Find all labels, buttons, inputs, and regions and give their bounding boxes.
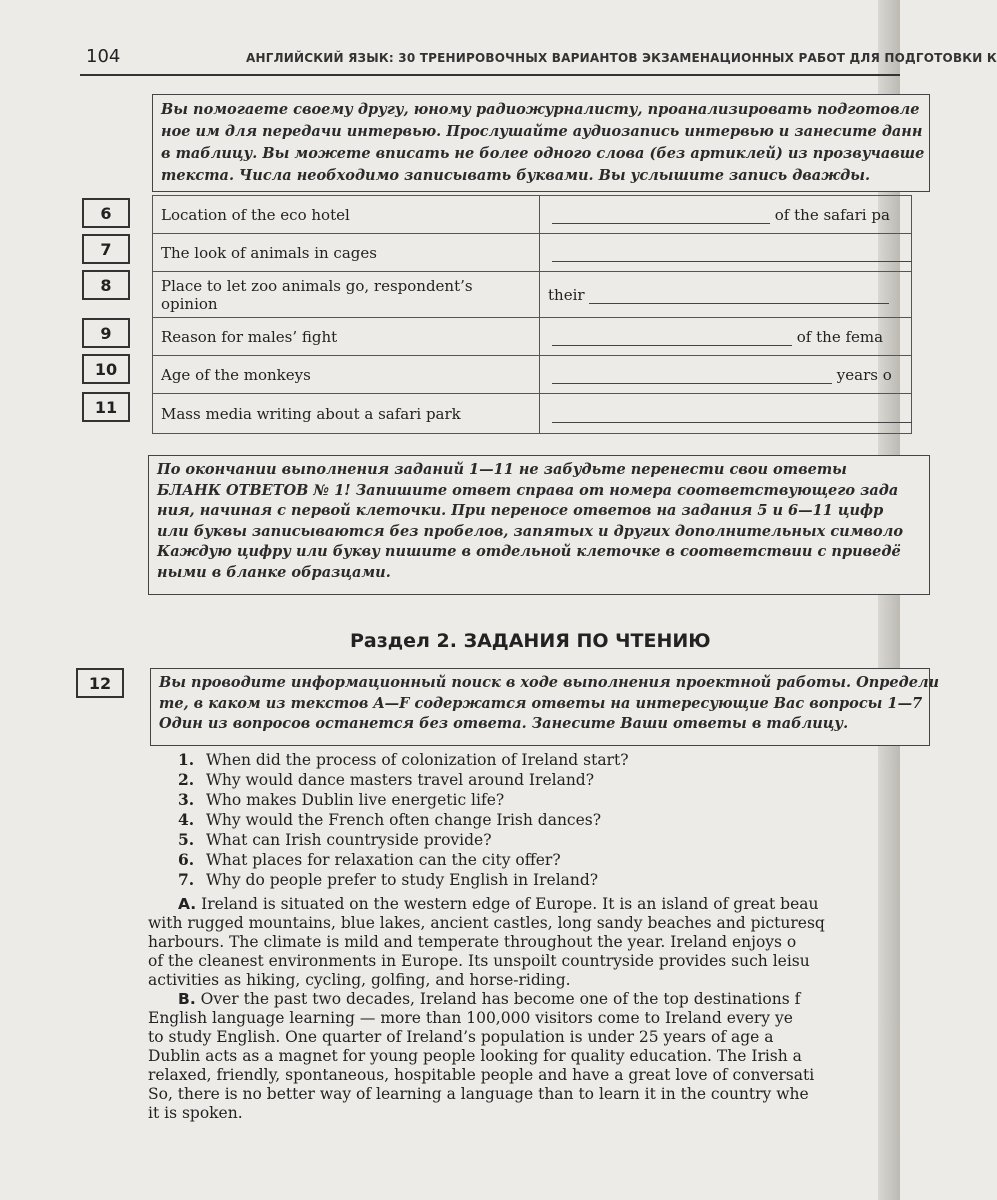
text-a-line: of the cleanest environments in Europe. Its unspoilt countryside provides such leisu	[148, 952, 810, 970]
table-question: Reason for males’ fight	[153, 318, 540, 356]
question-line: opinion	[161, 294, 218, 313]
instruction-line: Вы проводите информационный поиск в ходе выполнения проектной работы. Определи	[159, 674, 940, 691]
question-number: 1.	[178, 750, 195, 769]
answer-blank[interactable]	[552, 247, 912, 262]
list-item	[178, 810, 629, 830]
text-a-line: harbours. The climate is mild and temperate throughout the year. Ireland enjoys o	[148, 933, 797, 951]
list-item	[178, 870, 629, 890]
task-number-12: 12	[76, 668, 124, 698]
task-number-7: 7	[82, 234, 130, 264]
text-a-line: with rugged mountains, blue lakes, ancient castles, long sandy beaches and picturesq	[148, 914, 825, 932]
instruction-line: текста. Числа необходимо записывать буквами. Вы услышите запись дважды.	[161, 167, 871, 184]
question-text: Why do people prefer to study English in Ireland?	[205, 871, 599, 889]
table-question: Mass media writing about a safari park	[153, 394, 540, 434]
task-number-11: 11	[82, 392, 130, 422]
answer-table	[152, 195, 912, 434]
question-line: Place to let zoo animals go, respondent’s	[161, 276, 473, 295]
text-b-line: So, there is no better way of learning a language than to learn it in the country whe	[148, 1085, 809, 1103]
question-text: When did the process of colonization of Ireland start?	[205, 751, 629, 769]
table-question: The look of animals in cages	[153, 234, 540, 272]
instruction-line: или буквы записываются без пробелов, запятых и других дополнительных символо	[157, 522, 903, 540]
task12-instruction	[150, 668, 940, 746]
instruction-line: ное им для передачи интервью. Прослушайте аудиозапись интервью и занесите данн	[161, 123, 923, 140]
listening-instruction	[152, 94, 930, 192]
page-number: 104	[86, 46, 121, 67]
instruction-line: По окончании выполнения заданий 1—11 не забудьте перенести свои ответы	[157, 461, 847, 478]
answer-blank[interactable]	[589, 289, 889, 304]
question-text: What can Irish countryside provide?	[205, 831, 492, 849]
table-question: Age of the monkeys	[153, 356, 540, 394]
answer-blank[interactable]	[552, 369, 832, 384]
question-text: Who makes Dublin live energetic life?	[205, 791, 505, 809]
list-item	[178, 850, 629, 870]
table-question: Location of the eco hotel	[153, 196, 540, 234]
table-row	[153, 234, 912, 272]
answer-blank[interactable]	[552, 209, 770, 224]
question-list	[178, 750, 629, 890]
text-b-line: relaxed, friendly, spontaneous, hospitable people and have a great love of conversati	[148, 1066, 815, 1084]
instruction-line: Один из вопросов останется без ответа. Занесите Ваши ответы в таблицу.	[159, 715, 849, 732]
answer-blank[interactable]	[552, 331, 792, 346]
question-number: 2.	[178, 770, 195, 789]
text-b-line: it is spoken.	[148, 1104, 243, 1122]
instruction-line: в таблицу. Вы можете вписать не более одного слова (без артиклей) из прозвучавше	[161, 145, 925, 162]
question-text: Why would dance masters travel around Ireland?	[205, 771, 595, 789]
instruction-line: те, в каком из текстов A—F содержатся ответы на интересующие Вас вопросы 1—7	[159, 694, 923, 712]
answer-cell[interactable]	[540, 318, 912, 356]
text-b-label: B.	[178, 990, 196, 1008]
question-number: 4.	[178, 810, 195, 829]
instruction-line: ния, начиная с первой клеточки. При переносе ответов на задания 5 и 6—11 цифр	[157, 502, 884, 519]
instruction-line: Каждую цифру или букву пишите в отдельной клеточке в соответствии с приведё	[157, 543, 901, 560]
table-row	[153, 356, 912, 394]
answer-cell[interactable]	[540, 356, 912, 394]
answer-cell[interactable]	[540, 272, 912, 318]
transfer-instruction	[148, 455, 930, 595]
table-row	[153, 394, 912, 434]
table-row	[153, 272, 912, 318]
list-item	[178, 770, 629, 790]
answer-cell[interactable]	[540, 394, 912, 434]
text-b-line: Dublin acts as a magnet for young people looking for quality education. The Irish a	[148, 1047, 802, 1065]
list-item	[178, 830, 629, 850]
instruction-line: БЛАНК ОТВЕТОВ № 1! Запишите ответ справа от номера соответствующего зада	[157, 481, 899, 499]
question-text: What places for relaxation can the city offer?	[205, 851, 561, 869]
answer-suffix: of the safari pa	[774, 205, 890, 224]
text-a-label: A.	[178, 895, 197, 913]
task-number-10: 10	[82, 354, 130, 384]
reading-texts	[148, 895, 908, 1123]
answer-suffix: years o	[836, 365, 892, 384]
task-number-8: 8	[82, 270, 130, 300]
list-item	[178, 750, 629, 770]
text-a-line: A. Ireland is situated on the western edge of Europe. It is an island of great beau	[178, 895, 819, 913]
list-item	[178, 790, 629, 810]
text-b-line: English language learning — more than 100,000 visitors come to Ireland every ye	[148, 1009, 793, 1027]
table-row	[153, 196, 912, 234]
task-number-9: 9	[82, 318, 130, 348]
question-number: 5.	[178, 830, 195, 849]
text-b-line: B. Over the past two decades, Ireland has become one of the top destinations f	[178, 990, 801, 1008]
answer-cell[interactable]	[540, 234, 912, 272]
table-question	[153, 272, 540, 318]
answer-blank[interactable]	[552, 408, 912, 423]
answer-cell[interactable]	[540, 196, 912, 234]
text-a-line: activities as hiking, cycling, golfing, and horse-riding.	[148, 971, 571, 989]
answer-prefix: their	[548, 285, 585, 304]
book-title: АНГЛИЙСКИЙ ЯЗЫК: 30 ТРЕНИРОВОЧНЫХ ВАРИАНТОВ ЭКЗАМЕНАЦИОННЫХ РАБОТ ДЛЯ ПОДГОТОВКИ К	[246, 51, 997, 65]
page-header	[80, 44, 997, 76]
table-row	[153, 318, 912, 356]
instruction-line: Вы помогаете своему другу, юному радиожурналисту, проанализировать подготовле	[161, 101, 920, 118]
question-text: Why would the French often change Irish dances?	[205, 811, 602, 829]
section-title: Раздел 2. ЗАДАНИЯ ПО ЧТЕНИЮ	[350, 630, 711, 652]
question-number: 6.	[178, 850, 195, 869]
answer-suffix: of the fema	[796, 327, 884, 346]
text-b-line: to study English. One quarter of Ireland’s population is under 25 years of age a	[148, 1028, 774, 1046]
task-number-6: 6	[82, 198, 130, 228]
question-number: 3.	[178, 790, 195, 809]
instruction-line: ными в бланке образцами.	[157, 563, 391, 581]
question-number: 7.	[178, 870, 195, 889]
